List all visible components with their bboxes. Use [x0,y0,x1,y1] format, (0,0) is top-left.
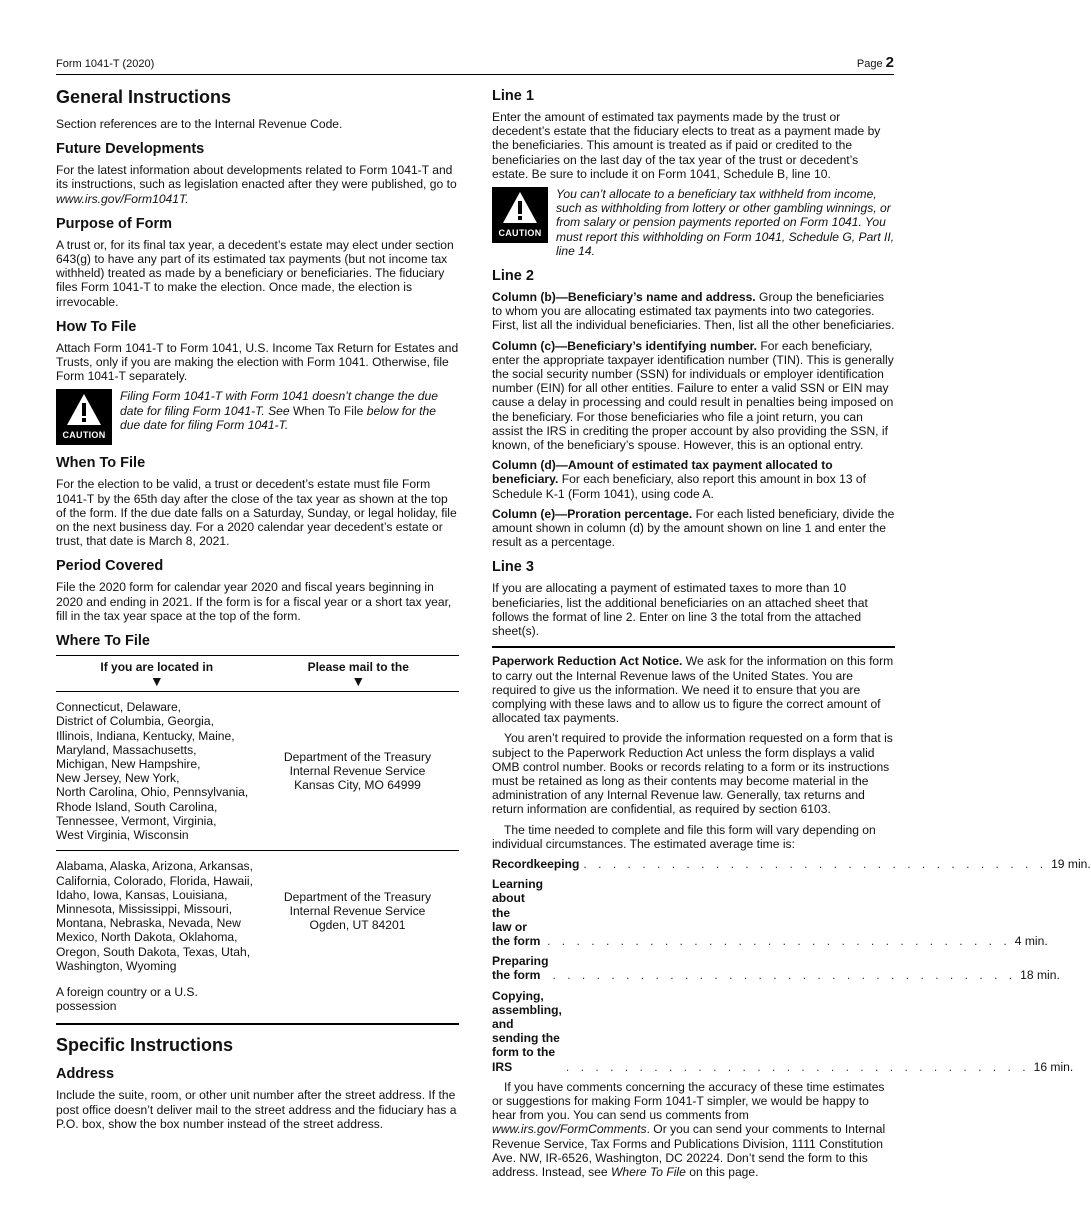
form-id: Form 1041-T (2020) [56,58,155,70]
line2-heading: Line 2 [492,268,534,285]
caution-text-1: Filing Form 1041-T with Form 1041 doesn’t change the due date for filing Form 1041-T. See When To File below for the due date for filing Form 1041-T. [120,389,438,432]
right-column [492,86,1091,1185]
time-row-copying: Copying, assembling, and sending the form to the IRS . . . . . . . . . . . . . . . . . . . . . . . . . . . . . . . . 16 min. [492,988,1074,1074]
column-e-text: Column (e)—Proration percentage. For each listed beneficiary, divide the amount shown in column (d) by the amount shown on line 1 and enter the result as a percentage. [492,506,895,550]
states-list: Connecticut, Delaware, District of Columbia, Georgia, Illinois, Indiana, Kentucky, Maine, Maryland, Massachusetts, Michigan, New Hampshire, New Jersey, New York, North Carolina, Ohio, Pennsylvania, Rhode Island, South Carolina, Tennessee, Vermont, Virginia, West Virginia, Wisconsin [56,700,249,843]
dot-leader: . . . . . . . . . . . . . . . . . . . . . . . . . . . . . . . . [552,968,1017,983]
time-estimate-intro: The time needed to complete and file this form will vary depending on individual circumstances. The estimated average time is: [492,822,876,851]
mailing-address: Department of the Treasury Internal Revenue Service Ogden, UT 84201 [283,890,432,933]
time-row-recordkeeping: Recordkeeping . . . . . . . . . . . . . . . . . . . . . . . . . . . . . . . . 19 min. [492,856,1091,871]
future-developments-heading: Future Developments [56,141,205,158]
caution-text-2: You can’t allocate to a beneficiary tax withheld from income, such as withholding from lottery or other gambling winnings, or from salary or pension payments reported on Form 1041. You must report this withholding on Form 1041, Schedule G, Part II, line 14. [556,187,895,258]
header-mail-to: Please mail to the ▼ [258,660,460,688]
purpose-text: A trust or, for its final tax year, a decedent’s estate may elect under section 643(g) to have any part of its estimated tax payments (but not income tax withheld) treated as made by a beneficiary or beneficiaries. The fiduciary files Form 1041-T to make the election. Once made, the election is irrevocable. [56,237,454,309]
line3-heading: Line 3 [492,559,534,576]
paperwork-omb-text: You aren’t required to provide the information requested on a form that is subject to the Paperwork Reduction Act unless the form displays a valid OMB control number. Books or records relating to a form or its instructions must be retained as long as their contents may become material in the administration of any Internal Revenue law. Generally, tax returns and return information are confidential, as required by section 6103. [492,731,893,817]
caution-note-1 [56,389,459,445]
period-covered-heading: Period Covered [56,558,164,575]
period-covered-text: File the 2020 form for calendar year 2020 and fiscal years beginning in 2020 and ending in 2021. If the form is for a fiscal year or a short tax year, fill in the tax year space at the top of the form. [56,580,452,623]
caution-icon: CAUTION [492,187,548,243]
foreign-country-text: A foreign country or a U.S. possession [56,984,198,1014]
how-to-file-text: Attach Form 1041-T to Form 1041, U.S. Income Tax Return for Estates and Trusts, only if you are making the election with Form 1041. Otherwise, file Form 1041-T separately. [56,340,459,384]
specific-instructions-heading: Specific Instructions [56,1035,234,1056]
caution-note-2 [492,187,895,258]
dot-leader: . . . . . . . . . . . . . . . . . . . . . . . . . . . . . . . . [565,1059,1030,1074]
table-row [56,692,459,851]
when-to-file-heading: When To File [56,455,146,472]
left-column [56,86,459,1137]
form-comments-link[interactable]: www.irs.gov/FormComments [492,1122,647,1137]
irs-form-link[interactable]: www.irs.gov/Form1041T. [56,191,189,206]
paperwork-notice-text: Paperwork Reduction Act Notice. We ask for the information on this form to carry out the Internal Revenue laws of the United States. You are required to give us the information. We need it to ensure that you are complying with these laws and to allow us to figure the correct amount of allocated tax payments. [492,654,894,726]
table-row [56,851,459,1025]
states-list: Alabama, Alaska, Arizona, Arkansas, California, Colorado, Florida, Hawaii, Idaho, Iowa, Kansas, Louisiana, Minnesota, Mississippi, Missouri, Montana, Nebraska, Nevada, New Mexico, North Dakota, Oklahoma, Oregon, South Dakota, Texas, Utah, Washington, Wyoming [56,859,253,973]
where-to-file-heading: Where To File [56,633,150,650]
line1-heading: Line 1 [492,88,534,104]
line1-text: Enter the amount of estimated tax payments made by the trust or decedent’s estate that the fiduciary elects to treat as a payment made by the beneficiaries. This amount is treated as if paid or credited to the beneficiaries on the last day of the tax year of the trust or decedent’s estate. Be sure to include it on Form 1041, Schedule B, line 10. [492,110,881,181]
divider [492,646,895,648]
when-to-file-text: For the election to be valid, a trust or decedent’s estate must file Form 1041-T by the 65th day after the close of the tax year as shown at the top of the form. If the due date falls on a Saturday, Sunday, or legal holiday, file on the next business day. For a 2020 calendar year decedent’s estate or trust, that date is March 8, 2021. [56,477,457,549]
time-row-preparing: Preparing the form . . . . . . . . . . . . . . . . . . . . . . . . . . . . . . . . 18 min. [492,954,1060,983]
dot-leader: . . . . . . . . . . . . . . . . . . . . . . . . . . . . . . . . [547,933,1011,948]
general-instructions-heading: General Instructions [56,87,232,107]
page-number: Page 2 [856,54,894,71]
mailing-address: Department of the Treasury Internal Revenue Service Kansas City, MO 64999 [283,749,432,793]
down-arrow-icon: ▼ [351,673,366,690]
section-refs-text: Section references are to the Internal Revenue Code. [56,117,343,131]
time-row-learning: Learning about the law or the form . . . . . . . . . . . . . . . . . . . . . . . . . . . . . . . . 4 min. [492,877,1048,948]
address-heading: Address [56,1066,115,1083]
comments-text: If you have comments concerning the accuracy of these time estimates or suggestions for making Form 1041-T simpler, we would be happy to hear from you. You can send us comments from www.irs.gov/FormComments. Or you can send your comments to Internal Revenue Service, Tax Forms and Publications Division, 1111 Constitution Ave. NW, IR-6526, Washington, DC 20224. Don’t send the form to this address. Instead, see Where To File on this page. [492,1079,886,1179]
down-arrow-icon: ▼ [149,673,164,690]
page-header [56,54,894,75]
line3-text: If you are allocating a payment of estimated taxes to more than 10 beneficiaries, list the additional beneficiaries on an attached sheet that follows the format of line 2. Enter on line 3 the total from the attached sheet(s). [492,581,868,639]
column-d-text: Column (d)—Amount of estimated tax payment allocated to beneficiary. For each beneficiary, also report this amount in box 13 of Schedule K-1 (Form 1041), using code A. [492,458,867,501]
address-text: Include the suite, room, or other unit number after the street address. If the post office doesn’t deliver mail to the street address and the fiduciary has a P.O. box, show the box number instead of the street address. [56,1088,457,1131]
purpose-heading: Purpose of Form [56,215,173,232]
dot-leader: . . . . . . . . . . . . . . . . . . . . . . . . . . . . . . . . [583,856,1048,871]
table-header [56,656,459,692]
column-c-text: Column (c)—Beneficiary’s identifying number. For each beneficiary, enter the appropriate taxpayer identification number (TIN). This is generally the social security number (SSN) for individuals or employer identification number (EIN) for all other entities. Failure to enter a valid SSN or EIN may cause a delay in processing and could result in penalties being imposed on the beneficiary. For those beneficiaries who file a joint return, you can assist the IRS in crediting the proper account by also providing the SSN, if known, of the beneficiary’s spouse. However, this is an optional entry. [492,338,894,453]
caution-icon: CAUTION [56,389,112,445]
how-to-file-heading: How To File [56,318,137,335]
future-developments-text: For the latest information about developments related to Form 1041-T and its instructions, such as legislation enacted after they were published, go to www.irs.gov/Form1041T. [56,163,457,206]
header-located-in: If you are located in ▼ [56,660,258,688]
where-to-file-table [56,655,459,1025]
column-b-text: Column (b)—Beneficiary’s name and address. Group the beneficiaries to whom you are allocating estimated tax payments into two categories. First, list all the individual beneficiaries. Then, list all the other beneficiaries. [492,290,895,333]
